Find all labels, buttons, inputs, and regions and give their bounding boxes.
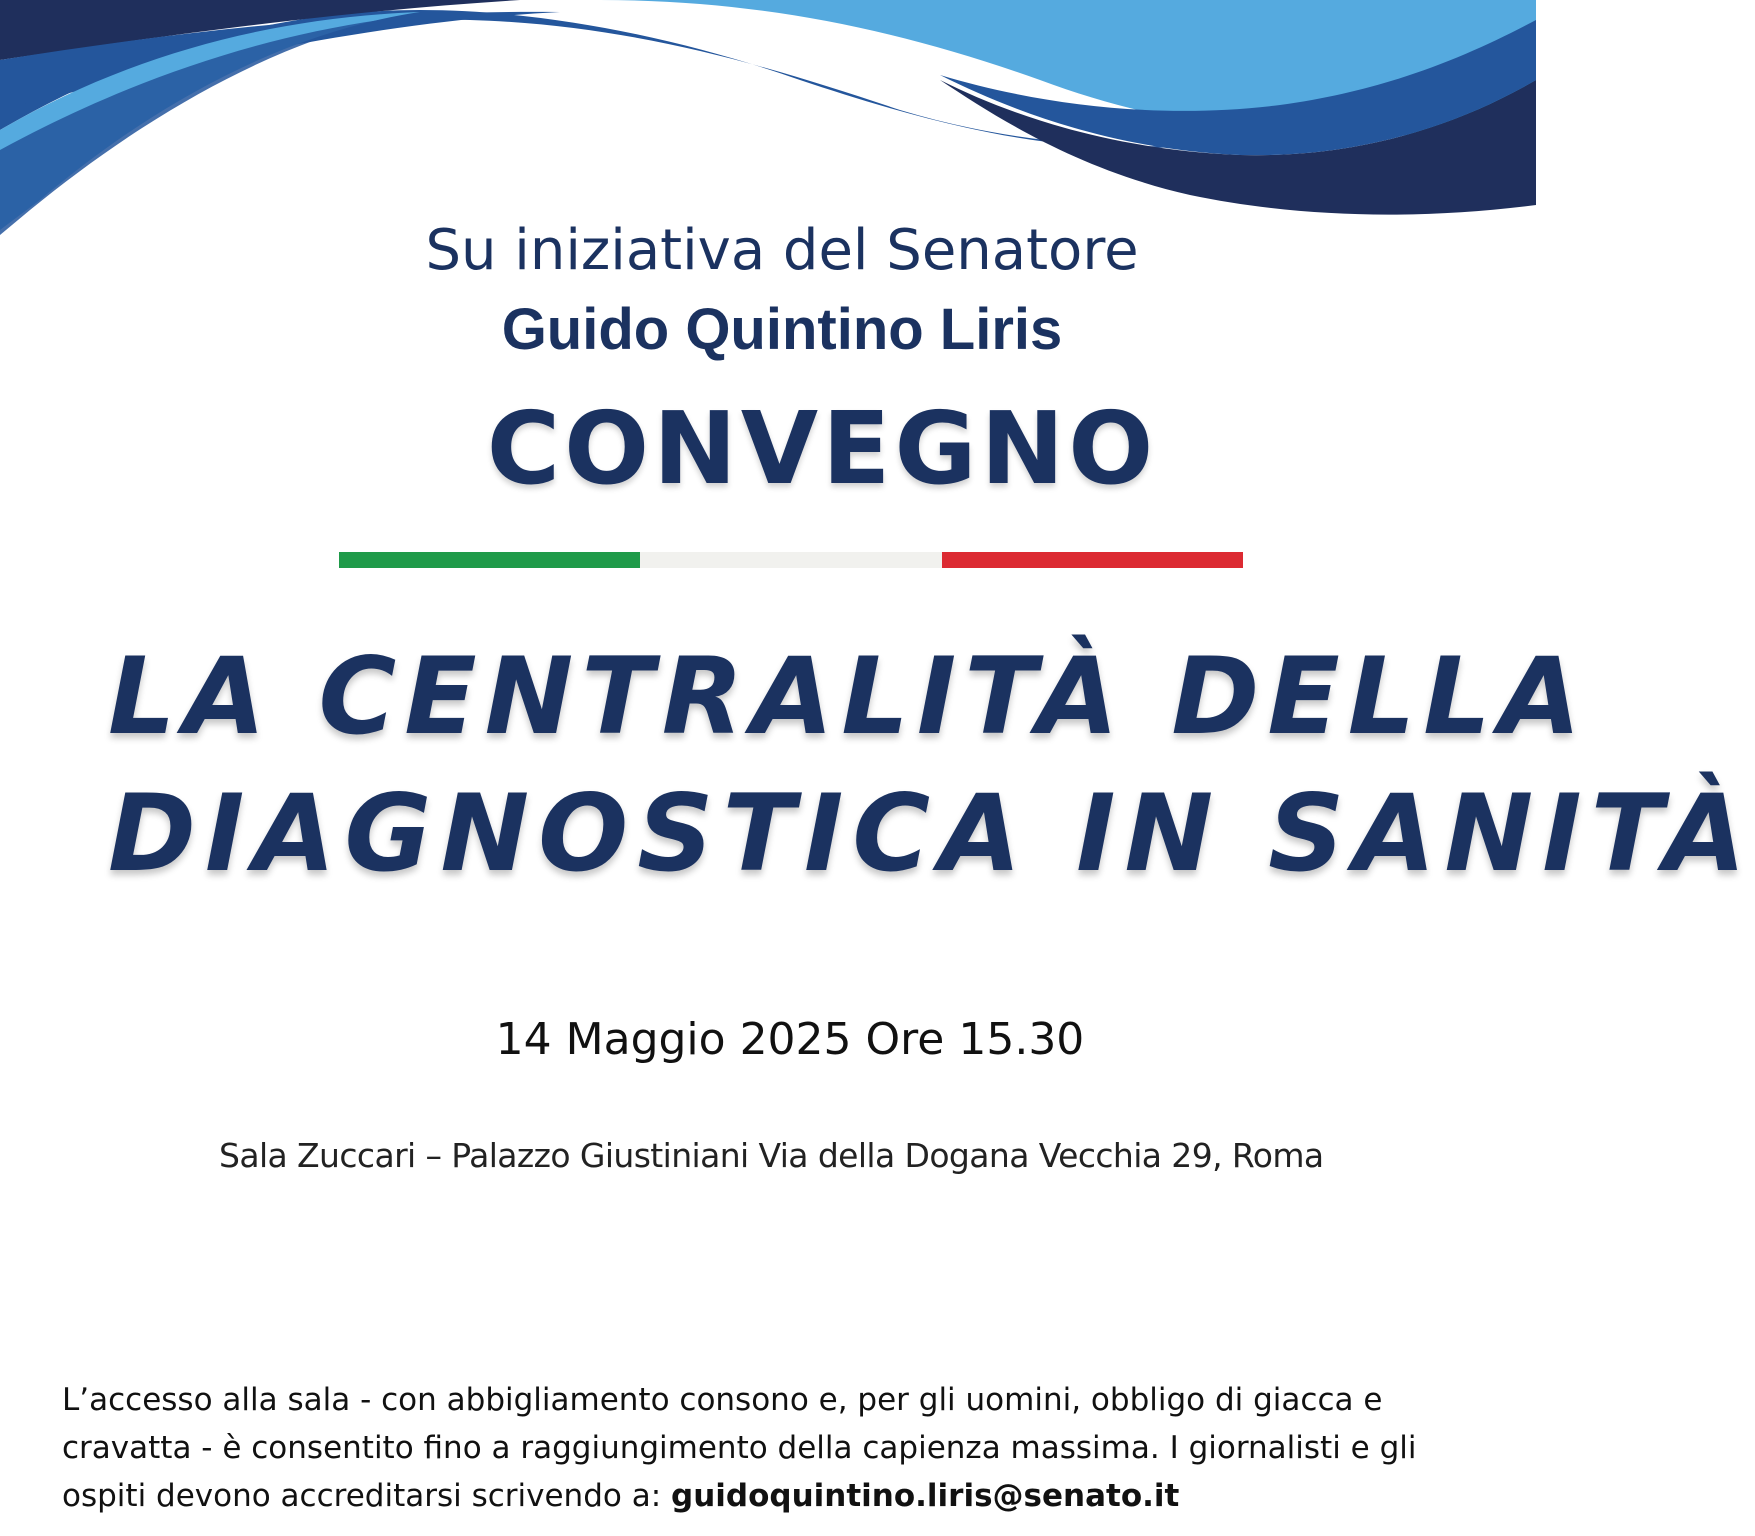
flag-white-stripe: [640, 552, 941, 568]
accreditation-email: guidoquintino.liris@senato.it: [671, 1478, 1180, 1514]
senator-name: Guido Quintino Liris: [501, 297, 1063, 362]
event-title-line-2: DIAGNOSTICA IN SANITÀ: [108, 772, 1755, 895]
header-waves-decoration: [0, 0, 1536, 240]
event-datetime: 14 Maggio 2025 Ore 15.30: [495, 1014, 1085, 1065]
event-kicker: CONVEGNO: [486, 390, 1158, 507]
flag-green-stripe: [339, 552, 640, 568]
event-title-line-1: LA CENTRALITÀ DELLA: [108, 635, 1589, 758]
event-venue: Sala Zuccari – Palazzo Giustiniani Via della Dogana Vecchia 29, Roma: [219, 1136, 1324, 1175]
access-notice-text: L’accesso alla sala - con abbigliamento consono e, per gli uomini, obbligo di giacca e cravatta - è consentito fino a raggiungimento della capienza massima. I giornalisti e gli ospiti devono accreditarsi scrivendo a:: [62, 1382, 1417, 1514]
initiative-line: Su iniziativa del Senatore: [425, 218, 1139, 283]
italian-flag-divider: [339, 552, 1243, 568]
flag-red-stripe: [942, 552, 1243, 568]
access-notice: [62, 1376, 1502, 1520]
